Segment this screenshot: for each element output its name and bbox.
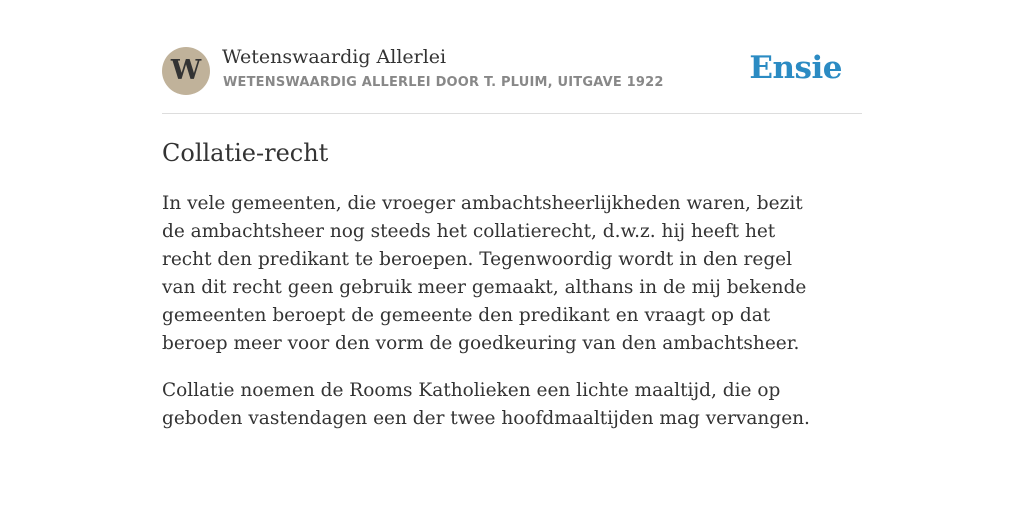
- book-subtitle: WETENSWAARDIG ALLERLEI DOOR T. PLUIM, UITGAVE 1922: [223, 75, 664, 90]
- entry-title: Collatie-recht: [162, 139, 329, 167]
- entry-paragraph: In vele gemeenten, die vroeger ambachtsheerlijkheden waren, bezit de ambachtsheer nog steeds het collatierecht, d.w.z. hij heeft het recht den predikant te beroepen. Tegenwoordig wordt in den regel van dit recht geen gebruik meer gemaakt, althans in de mij bekende gemeenten beroept de gemeente den predikant en vraagt op dat beroep meer voor den vorm de goedkeuring van den ambachtsheer.: [162, 193, 807, 354]
- book-avatar[interactable]: W: [162, 47, 210, 95]
- page-container: [162, 0, 862, 429]
- entry-paragraph: Collatie noemen de Rooms Katholieken een lichte maaltijd, die op geboden vastendagen een der twee hoofdmaaltijden mag vervangen.: [162, 380, 810, 429]
- book-title-link[interactable]: Wetenswaardig Allerlei: [222, 46, 447, 68]
- ensie-logo[interactable]: Ensie: [749, 50, 842, 86]
- book-header: [162, 0, 862, 114]
